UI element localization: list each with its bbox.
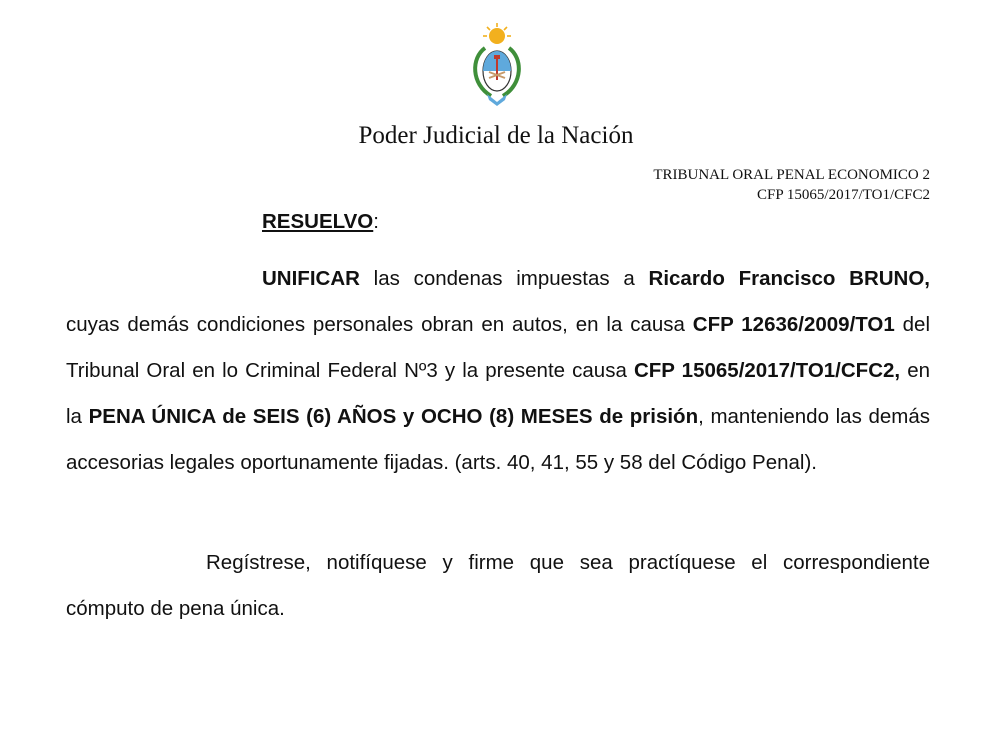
defendant-name: Ricardo Francisco BRUNO, xyxy=(648,267,930,290)
case-reference: CFP 15065/2017/TO1/CFC2 xyxy=(757,187,930,203)
resolution-colon: : xyxy=(373,210,379,233)
text-segment: las condenas impuestas a xyxy=(359,267,649,290)
resolution-heading xyxy=(262,210,379,234)
closing-paragraph xyxy=(66,540,930,632)
text-segment: , manteniendo las demás accesorias legales oportunamente fijadas. (arts. 40, 41, 55 y 58 del Código Penal). xyxy=(66,405,930,474)
coat-of-arms-icon xyxy=(465,22,529,112)
closing-text: Regístrese, notifíquese y firme que sea practíquese el correspondiente cómputo de pena única. xyxy=(66,551,930,620)
resolution-paragraph xyxy=(66,256,930,486)
text-segment: en la xyxy=(66,359,931,428)
resolution-label: RESUELVO xyxy=(262,210,374,233)
court-header xyxy=(653,165,930,205)
verb-unificar: UNIFICAR xyxy=(262,267,360,290)
text-segment: del Tribunal Oral en lo Criminal Federal Nº3 y la presente causa xyxy=(66,313,930,382)
text-segment: cuyas demás condiciones personales obran en autos, en la causa xyxy=(66,313,693,336)
organization-name: Poder Judicial de la Nación xyxy=(358,122,634,149)
prior-case-number: CFP 12636/2009/TO1 xyxy=(692,313,895,336)
current-case-number: CFP 15065/2017/TO1/CFC2, xyxy=(633,359,901,382)
sun-icon xyxy=(483,23,511,44)
oval-shield-icon xyxy=(483,51,511,91)
court-name: TRIBUNAL ORAL PENAL ECONOMICO 2 xyxy=(653,167,930,183)
sentence-terms: PENA ÚNICA de SEIS (6) AÑOS y OCHO (8) MESES de prisión xyxy=(88,405,699,428)
